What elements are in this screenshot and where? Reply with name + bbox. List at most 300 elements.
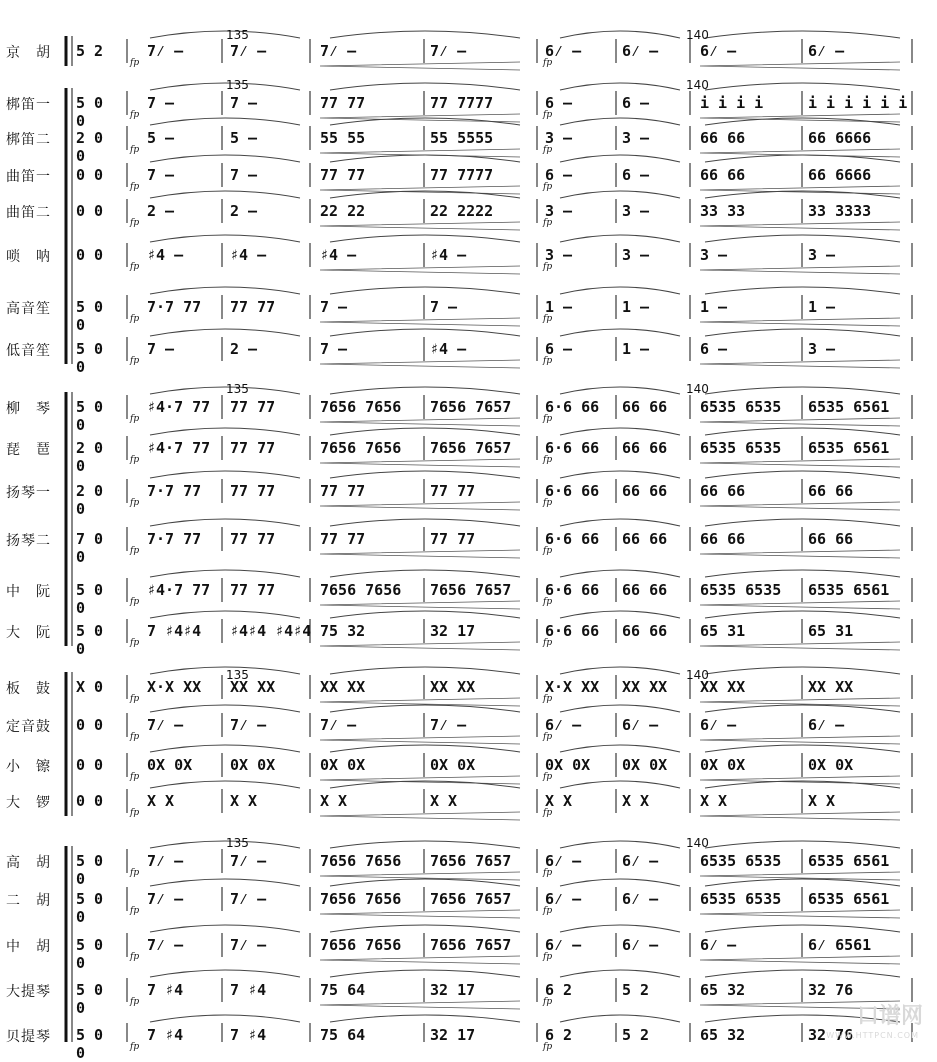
- measure-notes: XX XX: [622, 678, 668, 696]
- measure-number: 140: [686, 78, 709, 92]
- measure-notes: ♯4·7 77: [147, 581, 211, 599]
- measure-prefix: 0 0: [76, 202, 104, 220]
- measure-notes: 7⁄ –: [147, 852, 184, 870]
- tie-arc: [705, 83, 900, 90]
- measure-notes: 7⁄ –: [230, 890, 267, 908]
- instrument-name: 高音笙: [6, 301, 51, 317]
- dynamic-mark: fp: [130, 314, 140, 324]
- measure-notes: 55 5555: [430, 129, 494, 147]
- measure-notes: 32 17: [430, 622, 476, 640]
- measure-notes: 6·6 66: [545, 482, 600, 500]
- measure-notes: 6535 6561: [808, 852, 890, 870]
- measure-notes: 7656 7656: [320, 581, 402, 599]
- tie-arc: [330, 611, 520, 618]
- dynamic-mark: fp: [543, 182, 553, 192]
- dynamic-mark: fp: [130, 772, 140, 782]
- dynamic-mark: fp: [130, 1042, 140, 1052]
- crescendo-hairpin: [700, 186, 900, 194]
- dynamic-mark: fp: [543, 906, 553, 916]
- measure-notes: 6 2: [545, 1026, 573, 1044]
- tie-arc: [330, 879, 520, 886]
- measure-prefix: 5 0 0: [76, 981, 104, 1017]
- measure-notes: 7656 7657: [430, 852, 512, 870]
- tie-arc: [560, 387, 680, 394]
- measure-prefix: 2 0 0: [76, 482, 104, 518]
- measure-notes: 1 –: [622, 298, 650, 316]
- tie-arc: [705, 287, 900, 294]
- measure-notes: 75 32: [320, 622, 366, 640]
- measure-notes: 3 –: [808, 340, 836, 358]
- measure-prefix: 5 0 0: [76, 1026, 104, 1062]
- measure-notes: 32 76: [808, 1026, 854, 1044]
- measure-notes: 3 –: [545, 246, 573, 264]
- measure-notes: 7⁄ –: [430, 42, 467, 60]
- measure-notes: 7656 7657: [430, 936, 512, 954]
- tie-arc: [560, 841, 680, 848]
- dynamic-mark: fp: [543, 808, 553, 818]
- measure-prefix: 5 0 0: [76, 622, 104, 658]
- dynamic-mark: fp: [543, 145, 553, 155]
- instrument-name: 梆笛二: [6, 132, 51, 148]
- measure-notes: 32 17: [430, 981, 476, 999]
- measure-notes: 7656 7656: [320, 936, 402, 954]
- instrument-name: 大 锣: [6, 795, 51, 811]
- measure-notes: 55 55: [320, 129, 366, 147]
- tie-arc: [150, 387, 300, 394]
- instrument-name: 梆笛一: [6, 97, 51, 113]
- dynamic-mark: fp: [543, 218, 553, 228]
- measure-prefix: 0 0: [76, 716, 104, 734]
- measure-prefix: 5 0 0: [76, 581, 104, 617]
- tie-arc: [705, 667, 900, 674]
- dynamic-mark: fp: [130, 218, 140, 228]
- measure-notes: i i i i: [700, 94, 764, 112]
- tie-arc: [560, 118, 680, 125]
- measure-notes: 7·7 77: [147, 530, 202, 548]
- dynamic-mark: fp: [543, 597, 553, 607]
- measure-notes: 7⁄ –: [230, 852, 267, 870]
- measure-notes: 6535 6535: [700, 398, 782, 416]
- crescendo-hairpin: [700, 601, 900, 609]
- tie-arc: [560, 781, 680, 788]
- measure-notes: X X: [545, 792, 573, 810]
- measure-notes: 6535 6535: [700, 439, 782, 457]
- tie-arc: [705, 879, 900, 886]
- instrument-name: 扬琴一: [6, 485, 51, 501]
- measure-notes: 1 –: [622, 340, 650, 358]
- crescendo-hairpin: [700, 776, 900, 784]
- instrument-name: 柳 琴: [6, 401, 51, 417]
- measure-notes: 6535 6561: [808, 581, 890, 599]
- measure-notes: 2 –: [230, 202, 258, 220]
- measure-notes: 32 17: [430, 1026, 476, 1044]
- tie-arc: [330, 841, 520, 848]
- crescendo-hairpin: [700, 642, 900, 650]
- measure-number: 135: [226, 28, 249, 42]
- measure-number: 135: [226, 382, 249, 396]
- dynamic-mark: fp: [130, 638, 140, 648]
- measure-notes: X X: [430, 792, 458, 810]
- crescendo-hairpin: [320, 360, 520, 368]
- measure-number: 135: [226, 668, 249, 682]
- tie-arc: [150, 745, 300, 752]
- measure-notes: 75 64: [320, 1026, 366, 1044]
- crescendo-hairpin: [320, 550, 520, 558]
- instrument-name: 扬琴二: [6, 533, 51, 549]
- tie-arc: [330, 519, 520, 526]
- watermark: 口谱网: [856, 1004, 923, 1029]
- measure-notes: ♯4·7 77: [147, 398, 211, 416]
- measure-notes: XX XX: [230, 678, 276, 696]
- tie-arc: [705, 31, 900, 38]
- measure-notes: ♯4 –: [430, 246, 467, 264]
- measure-prefix: 5 2: [76, 42, 104, 60]
- measure-notes: X X: [808, 792, 836, 810]
- instrument-name: 曲笛二: [6, 205, 51, 221]
- measure-notes: 7⁄ –: [320, 42, 357, 60]
- measure-notes: 6 –: [622, 94, 650, 112]
- dynamic-mark: fp: [543, 952, 553, 962]
- dynamic-mark: fp: [130, 58, 140, 68]
- instrument-name: 曲笛一: [6, 169, 51, 185]
- measure-notes: 6 2: [545, 981, 573, 999]
- measure-notes: 77 77: [320, 94, 366, 112]
- measure-notes: 66 66: [622, 398, 668, 416]
- tie-arc: [560, 570, 680, 577]
- tie-arc: [705, 329, 900, 336]
- measure-notes: 66 66: [622, 530, 668, 548]
- tie-arc: [150, 781, 300, 788]
- crescendo-hairpin: [700, 62, 900, 70]
- measure-number: 135: [226, 836, 249, 850]
- measure-notes: ♯4♯4 ♯4♯4: [230, 622, 312, 640]
- measure-notes: 77 77: [230, 581, 276, 599]
- instrument-name: 板 鼓: [6, 681, 51, 697]
- tie-arc: [705, 611, 900, 618]
- measure-notes: XX XX: [430, 678, 476, 696]
- crescendo-hairpin: [320, 956, 520, 964]
- dynamic-mark: fp: [543, 455, 553, 465]
- tie-arc: [150, 31, 300, 38]
- crescendo-hairpin: [700, 550, 900, 558]
- instrument-name: 二 胡: [6, 893, 51, 909]
- measure-notes: 22 22: [320, 202, 366, 220]
- crescendo-hairpin: [700, 418, 900, 426]
- measure-notes: 33 33: [700, 202, 746, 220]
- crescendo-hairpin: [320, 266, 520, 274]
- measure-notes: 7 –: [147, 94, 175, 112]
- dynamic-mark: fp: [543, 262, 553, 272]
- measure-notes: 66 6666: [808, 129, 872, 147]
- tie-arc: [150, 83, 300, 90]
- measure-notes: 6·6 66: [545, 581, 600, 599]
- measure-notes: 7⁄ –: [230, 42, 267, 60]
- measure-number: 140: [686, 28, 709, 42]
- tie-arc: [330, 287, 520, 294]
- dynamic-mark: fp: [130, 997, 140, 1007]
- crescendo-hairpin: [320, 642, 520, 650]
- measure-notes: 7⁄ –: [147, 936, 184, 954]
- measure-notes: 77 77: [430, 482, 476, 500]
- crescendo-hairpin: [700, 360, 900, 368]
- measure-notes: 6·6 66: [545, 622, 600, 640]
- tie-arc: [330, 329, 520, 336]
- tie-arc: [705, 428, 900, 435]
- measure-notes: 6535 6535: [700, 890, 782, 908]
- measure-notes: 0X 0X: [147, 756, 193, 774]
- measure-notes: X·X XX: [147, 678, 202, 696]
- measure-notes: 7656 7656: [320, 398, 402, 416]
- measure-prefix: 2 0 0: [76, 439, 104, 475]
- measure-notes: 7⁄ –: [230, 936, 267, 954]
- tie-arc: [150, 329, 300, 336]
- tie-arc: [150, 925, 300, 932]
- measure-notes: 5 –: [230, 129, 258, 147]
- crescendo-hairpin: [320, 459, 520, 467]
- measure-notes: 77 77: [230, 298, 276, 316]
- measure-notes: 77 77: [230, 482, 276, 500]
- instrument-name: 低音笙: [6, 343, 51, 359]
- dynamic-mark: fp: [130, 110, 140, 120]
- measure-notes: 0X 0X: [230, 756, 276, 774]
- measure-notes: 0X 0X: [622, 756, 668, 774]
- measure-notes: X X: [230, 792, 258, 810]
- tie-arc: [705, 745, 900, 752]
- dynamic-mark: fp: [130, 414, 140, 424]
- measure-notes: 6⁄ –: [545, 716, 582, 734]
- measure-notes: 6⁄ –: [700, 936, 737, 954]
- measure-notes: 66 66: [700, 482, 746, 500]
- measure-notes: 65 31: [808, 622, 854, 640]
- measure-notes: 1 –: [545, 298, 573, 316]
- measure-notes: 0X 0X: [320, 756, 366, 774]
- measure-notes: 6 –: [700, 340, 728, 358]
- measure-prefix: 5 0 0: [76, 936, 104, 972]
- measure-notes: i i i i i i: [808, 94, 908, 112]
- tie-arc: [150, 155, 300, 162]
- crescendo-hairpin: [320, 1001, 520, 1009]
- dynamic-mark: fp: [543, 498, 553, 508]
- measure-notes: 66 66: [622, 581, 668, 599]
- crescendo-hairpin: [320, 776, 520, 784]
- measure-notes: 6·6 66: [545, 398, 600, 416]
- measure-notes: 7 –: [230, 166, 258, 184]
- measure-number: 135: [226, 78, 249, 92]
- dynamic-mark: fp: [543, 732, 553, 742]
- tie-arc: [560, 519, 680, 526]
- measure-notes: 6 –: [622, 166, 650, 184]
- measure-notes: 6⁄ –: [700, 42, 737, 60]
- measure-prefix: 0 0: [76, 246, 104, 264]
- measure-notes: 3 –: [622, 202, 650, 220]
- measure-notes: 6⁄ –: [622, 716, 659, 734]
- crescendo-hairpin: [700, 956, 900, 964]
- tie-arc: [150, 118, 300, 125]
- measure-notes: 7656 7656: [320, 890, 402, 908]
- measure-notes: 77 77: [320, 482, 366, 500]
- instrument-name: 中 胡: [6, 939, 51, 955]
- measure-notes: 5 2: [622, 981, 650, 999]
- measure-notes: X X: [700, 792, 728, 810]
- instrument-name: 琵 琶: [6, 442, 51, 458]
- measure-notes: 7 ♯4: [230, 981, 267, 999]
- measure-notes: 6⁄ –: [700, 716, 737, 734]
- tie-arc: [705, 471, 900, 478]
- measure-notes: 7656 7657: [430, 398, 512, 416]
- measure-notes: 33 3333: [808, 202, 872, 220]
- measure-number: 140: [686, 668, 709, 682]
- crescendo-hairpin: [700, 910, 900, 918]
- instrument-name: 唢 呐: [6, 249, 51, 265]
- crescendo-hairpin: [700, 812, 900, 820]
- instrument-name: 中 阮: [6, 584, 51, 600]
- measure-notes: 7⁄ –: [147, 890, 184, 908]
- tie-arc: [150, 428, 300, 435]
- tie-arc: [150, 235, 300, 242]
- measure-notes: 66 66: [622, 439, 668, 457]
- measure-notes: 2 –: [230, 340, 258, 358]
- tie-arc: [150, 611, 300, 618]
- measure-notes: 6535 6561: [808, 890, 890, 908]
- measure-notes: 7 –: [230, 94, 258, 112]
- measure-notes: 77 77: [230, 530, 276, 548]
- measure-notes: ♯4 –: [320, 246, 357, 264]
- measure-notes: 7656 7656: [320, 439, 402, 457]
- watermark-url: WWW.HTTPCN.COM: [826, 1031, 919, 1040]
- measure-notes: 66 66: [808, 530, 854, 548]
- measure-prefix: 0 0: [76, 166, 104, 184]
- dynamic-mark: fp: [130, 498, 140, 508]
- measure-prefix: 5 0 0: [76, 340, 104, 376]
- measure-notes: 7656 7656: [320, 852, 402, 870]
- dynamic-mark: fp: [130, 455, 140, 465]
- measure-notes: 3 –: [545, 129, 573, 147]
- measure-notes: 7 –: [320, 340, 348, 358]
- dynamic-mark: fp: [130, 546, 140, 556]
- measure-notes: 5 –: [147, 129, 175, 147]
- measure-notes: 3 –: [808, 246, 836, 264]
- tie-arc: [560, 471, 680, 478]
- tie-arc: [560, 329, 680, 336]
- crescendo-hairpin: [320, 736, 520, 744]
- tie-arc: [560, 879, 680, 886]
- tie-arc: [705, 705, 900, 712]
- dynamic-mark: fp: [130, 952, 140, 962]
- measure-notes: 6·6 66: [545, 439, 600, 457]
- dynamic-mark: fp: [543, 58, 553, 68]
- tie-arc: [560, 667, 680, 674]
- measure-notes: 7 –: [147, 166, 175, 184]
- tie-arc: [560, 235, 680, 242]
- measure-notes: 6⁄ –: [622, 852, 659, 870]
- tie-arc: [705, 841, 900, 848]
- measure-notes: XX XX: [320, 678, 366, 696]
- measure-notes: X·X XX: [545, 678, 600, 696]
- tie-arc: [330, 83, 520, 90]
- measure-notes: 7·7 77: [147, 482, 202, 500]
- crescendo-hairpin: [320, 418, 520, 426]
- measure-notes: 6⁄ –: [622, 42, 659, 60]
- tie-arc: [560, 191, 680, 198]
- measure-notes: 6⁄ –: [622, 890, 659, 908]
- measure-notes: 7⁄ –: [147, 42, 184, 60]
- tie-arc: [705, 519, 900, 526]
- tie-arc: [705, 925, 900, 932]
- measure-notes: 7 –: [147, 340, 175, 358]
- measure-notes: 65 32: [700, 1026, 746, 1044]
- measure-notes: 7 –: [320, 298, 348, 316]
- instrument-name: 京 胡: [6, 45, 51, 61]
- crescendo-hairpin: [320, 601, 520, 609]
- dynamic-mark: fp: [543, 638, 553, 648]
- tie-arc: [560, 1015, 680, 1022]
- measure-notes: 6535 6535: [700, 581, 782, 599]
- measure-notes: 7656 7657: [430, 581, 512, 599]
- measure-prefix: 5 0 0: [76, 398, 104, 434]
- dynamic-mark: fp: [543, 772, 553, 782]
- dynamic-mark: fp: [130, 906, 140, 916]
- measure-notes: 66 6666: [808, 166, 872, 184]
- measure-notes: 7⁄ –: [230, 716, 267, 734]
- measure-notes: 6⁄ –: [545, 852, 582, 870]
- instrument-name: 小 镲: [6, 759, 51, 775]
- dynamic-mark: fp: [130, 808, 140, 818]
- measure-notes: XX XX: [808, 678, 854, 696]
- measure-notes: 6 –: [545, 94, 573, 112]
- tie-arc: [560, 31, 680, 38]
- measure-notes: 6⁄ –: [545, 42, 582, 60]
- measure-notes: 77 7777: [430, 166, 494, 184]
- measure-notes: 6⁄ –: [808, 42, 845, 60]
- measure-notes: 6535 6561: [808, 398, 890, 416]
- measure-notes: 3 –: [622, 246, 650, 264]
- dynamic-mark: fp: [543, 110, 553, 120]
- measure-notes: X X: [622, 792, 650, 810]
- tie-arc: [330, 667, 520, 674]
- measure-notes: 77 77: [320, 166, 366, 184]
- instrument-name: 贝提琴: [6, 1029, 51, 1045]
- measure-notes: X X: [320, 792, 348, 810]
- tie-arc: [150, 970, 300, 977]
- measure-notes: 2 –: [147, 202, 175, 220]
- dynamic-mark: fp: [130, 262, 140, 272]
- instrument-name: 高 胡: [6, 855, 51, 871]
- dynamic-mark: fp: [543, 1042, 553, 1052]
- crescendo-hairpin: [320, 222, 520, 230]
- tie-arc: [560, 970, 680, 977]
- measure-notes: 77 77: [320, 530, 366, 548]
- crescendo-hairpin: [700, 459, 900, 467]
- measure-notes: 77 77: [430, 530, 476, 548]
- tie-arc: [150, 287, 300, 294]
- tie-arc: [560, 155, 680, 162]
- tie-arc: [150, 191, 300, 198]
- measure-notes: 6535 6561: [808, 439, 890, 457]
- dynamic-mark: fp: [130, 182, 140, 192]
- tie-arc: [560, 611, 680, 618]
- measure-notes: 77 77: [230, 398, 276, 416]
- measure-prefix: 5 0 0: [76, 298, 104, 334]
- tie-arc: [330, 745, 520, 752]
- tie-arc: [150, 471, 300, 478]
- measure-notes: 22 2222: [430, 202, 494, 220]
- measure-notes: ♯4 –: [147, 246, 184, 264]
- dynamic-mark: fp: [543, 356, 553, 366]
- measure-prefix: 5 0 0: [76, 94, 104, 130]
- tie-arc: [330, 1015, 520, 1022]
- tie-arc: [330, 235, 520, 242]
- tie-arc: [560, 705, 680, 712]
